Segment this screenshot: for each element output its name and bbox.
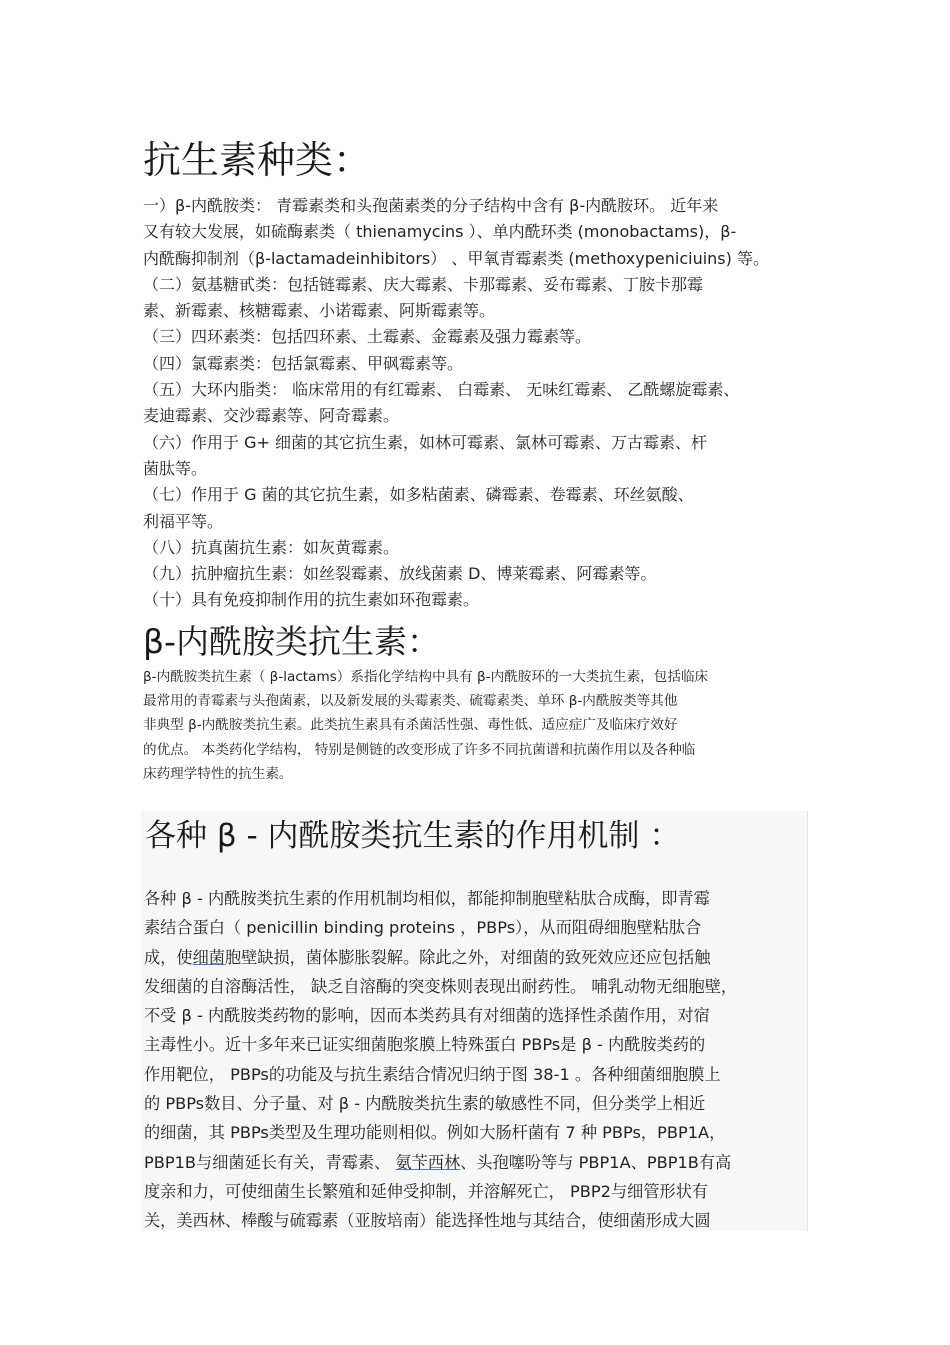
text-line: β-内酰胺类抗生素（ β-lactams）系指化学结构中具有 β-内酰胺环的一大类抗生素，包括临床 [143, 669, 709, 685]
text-line [144, 943, 804, 972]
text-segment: 胞壁缺损，菌体膨胀裂解。除此之外，对细菌的致死效应还应包括触 [224, 947, 711, 967]
beta-lactam-paragraph [143, 665, 803, 786]
text-line: （三）四环素类：包括四环素、土霉素、金霉素及强力霉素等。 [143, 327, 592, 347]
text-line: 床药理学特性的抗生素。 [143, 765, 293, 782]
text-line: 关，美西林、棒酸与硫霉素（亚胺培南）能选择性地与其结合，使细菌形成大圆 [144, 1211, 711, 1231]
text-line: 不受 β - 内酰胺类药物的影响，因而本类药具有对细菌的选择性杀菌作用，对宿 [144, 1006, 710, 1026]
section-title-beta-lactam: β-内酰胺类抗生素： [143, 622, 440, 661]
text-line: （二）氨基糖甙类：包括链霉素、庆大霉素、卡那霉素、妥布霉素、丁胺卡那霉 [143, 274, 704, 294]
ampicillin-link[interactable]: 氨苄西林 [395, 1152, 461, 1172]
text-line: （九）抗肿瘤抗生素：如丝裂霉素、放线菌素 D、博莱霉素、阿霉素等。 [143, 564, 657, 584]
text-line: 一）β-内酰胺类： 青霉素类和头孢菌素类的分子结构中含有 β-内酰胺环。 近年来 [143, 196, 719, 215]
text-line: （七）作用于 G 菌的其它抗生素，如多粘菌素、磷霉素、卷霉素、环丝氨酸、 [143, 485, 694, 505]
text-line: 作用靶位， PBPs的功能及与抗生素结合情况归纳于图 38-1 。各种细菌细胞膜上 [144, 1064, 721, 1084]
antibiotic-types-list [143, 193, 813, 614]
text-segment: 成，使 [144, 947, 193, 967]
mechanism-paragraph [144, 884, 804, 1231]
section-title-antibiotic-types: 抗生素种类： [143, 138, 372, 182]
text-line: 又有较大发展，如硫酶素类（ thienamycins ）、单内酰环类 (monobactams)，β- [143, 222, 737, 242]
mechanism-section-box [141, 811, 808, 1231]
text-line: 度亲和力，可使细菌生长繁殖和延伸受抑制，并溶解死亡， PBP2与细管形状有 [144, 1181, 709, 1201]
text-line: （五）大环内脂类： 临床常用的有红霉素、 白霉素、 无味红霉素、 乙酰螺旋霉素、 [143, 380, 740, 400]
text-line: 素、新霉素、核糖霉素、小诺霉素、阿斯霉素等。 [143, 301, 496, 321]
text-line: （六）作用于 G+ 细菌的其它抗生素，如林可霉素、氯林可霉素、万古霉素、杆 [143, 432, 707, 452]
text-line: 主毒性小。近十多年来已证实细菌胞浆膜上特殊蛋白 PBPs是 β - 内酰胺类药的 [144, 1035, 706, 1055]
text-line: 各种 β - 内酰胺类抗生素的作用机制均相似，都能抑制胞壁粘肽合成酶，即青霉 [144, 889, 710, 908]
text-line: 的优点。 本类药化学结构， 特别是侧链的改变形成了许多不同抗菌谱和抗菌作用以及各种临 [143, 741, 696, 758]
text-line: （八）抗真菌抗生素：如灰黄霉素。 [143, 537, 400, 557]
section-title-mechanism: 各种 β - 内酰胺类抗生素的作用机制 ： [145, 818, 681, 854]
text-line [144, 1148, 804, 1177]
text-line: 麦迪霉素、交沙霉素等、阿奇霉素。 [143, 406, 400, 426]
text-line: 非典型 β-内酰胺类抗生素。此类抗生素具有杀菌活性强、毒性低、适应症广及临床疗效好 [143, 717, 678, 734]
bacteria-link[interactable]: 细菌 [192, 947, 225, 967]
text-line: 菌肽等。 [143, 458, 208, 478]
text-segment: PBP1B与细菌延长有关，青霉素、 [144, 1152, 396, 1172]
text-line: （十）具有免疫抑制作用的抗生素如环孢霉素。 [143, 590, 480, 610]
text-line: 内酰酶抑制剂（β-lactamadeinhibitors） 、甲氧青霉素类 (methoxypeniciuins) 等。 [143, 248, 769, 268]
text-line: 的细菌，其 PBPs类型及生理功能则相似。例如大肠杆菌有 7 种 PBPs，PBP1A， [144, 1123, 726, 1143]
text-line: （四）氯霉素类：包括氯霉素、甲砜霉素等。 [143, 353, 464, 373]
text-segment: 、头孢噻吩等与 PBP1A、PBP1B有高 [460, 1152, 732, 1172]
text-line: 的 PBPs数目、分子量、对 β - 内酰胺类抗生素的敏感性不同，但分类学上相近 [144, 1094, 706, 1114]
text-line: 最常用的青霉素与头孢菌素，以及新发展的头霉素类、硫霉素类、单环 β-内酰胺类等其他 [143, 693, 678, 710]
text-line: 发细菌的自溶酶活性， 缺乏自溶酶的突变株则表现出耐药性。 哺乳动物无细胞壁， [144, 976, 738, 996]
text-line: 素结合蛋白（ penicillin binding proteins ，PBPs），从而阻碍细胞壁粘肽合 [144, 918, 702, 938]
text-line: 利福平等。 [143, 511, 224, 531]
